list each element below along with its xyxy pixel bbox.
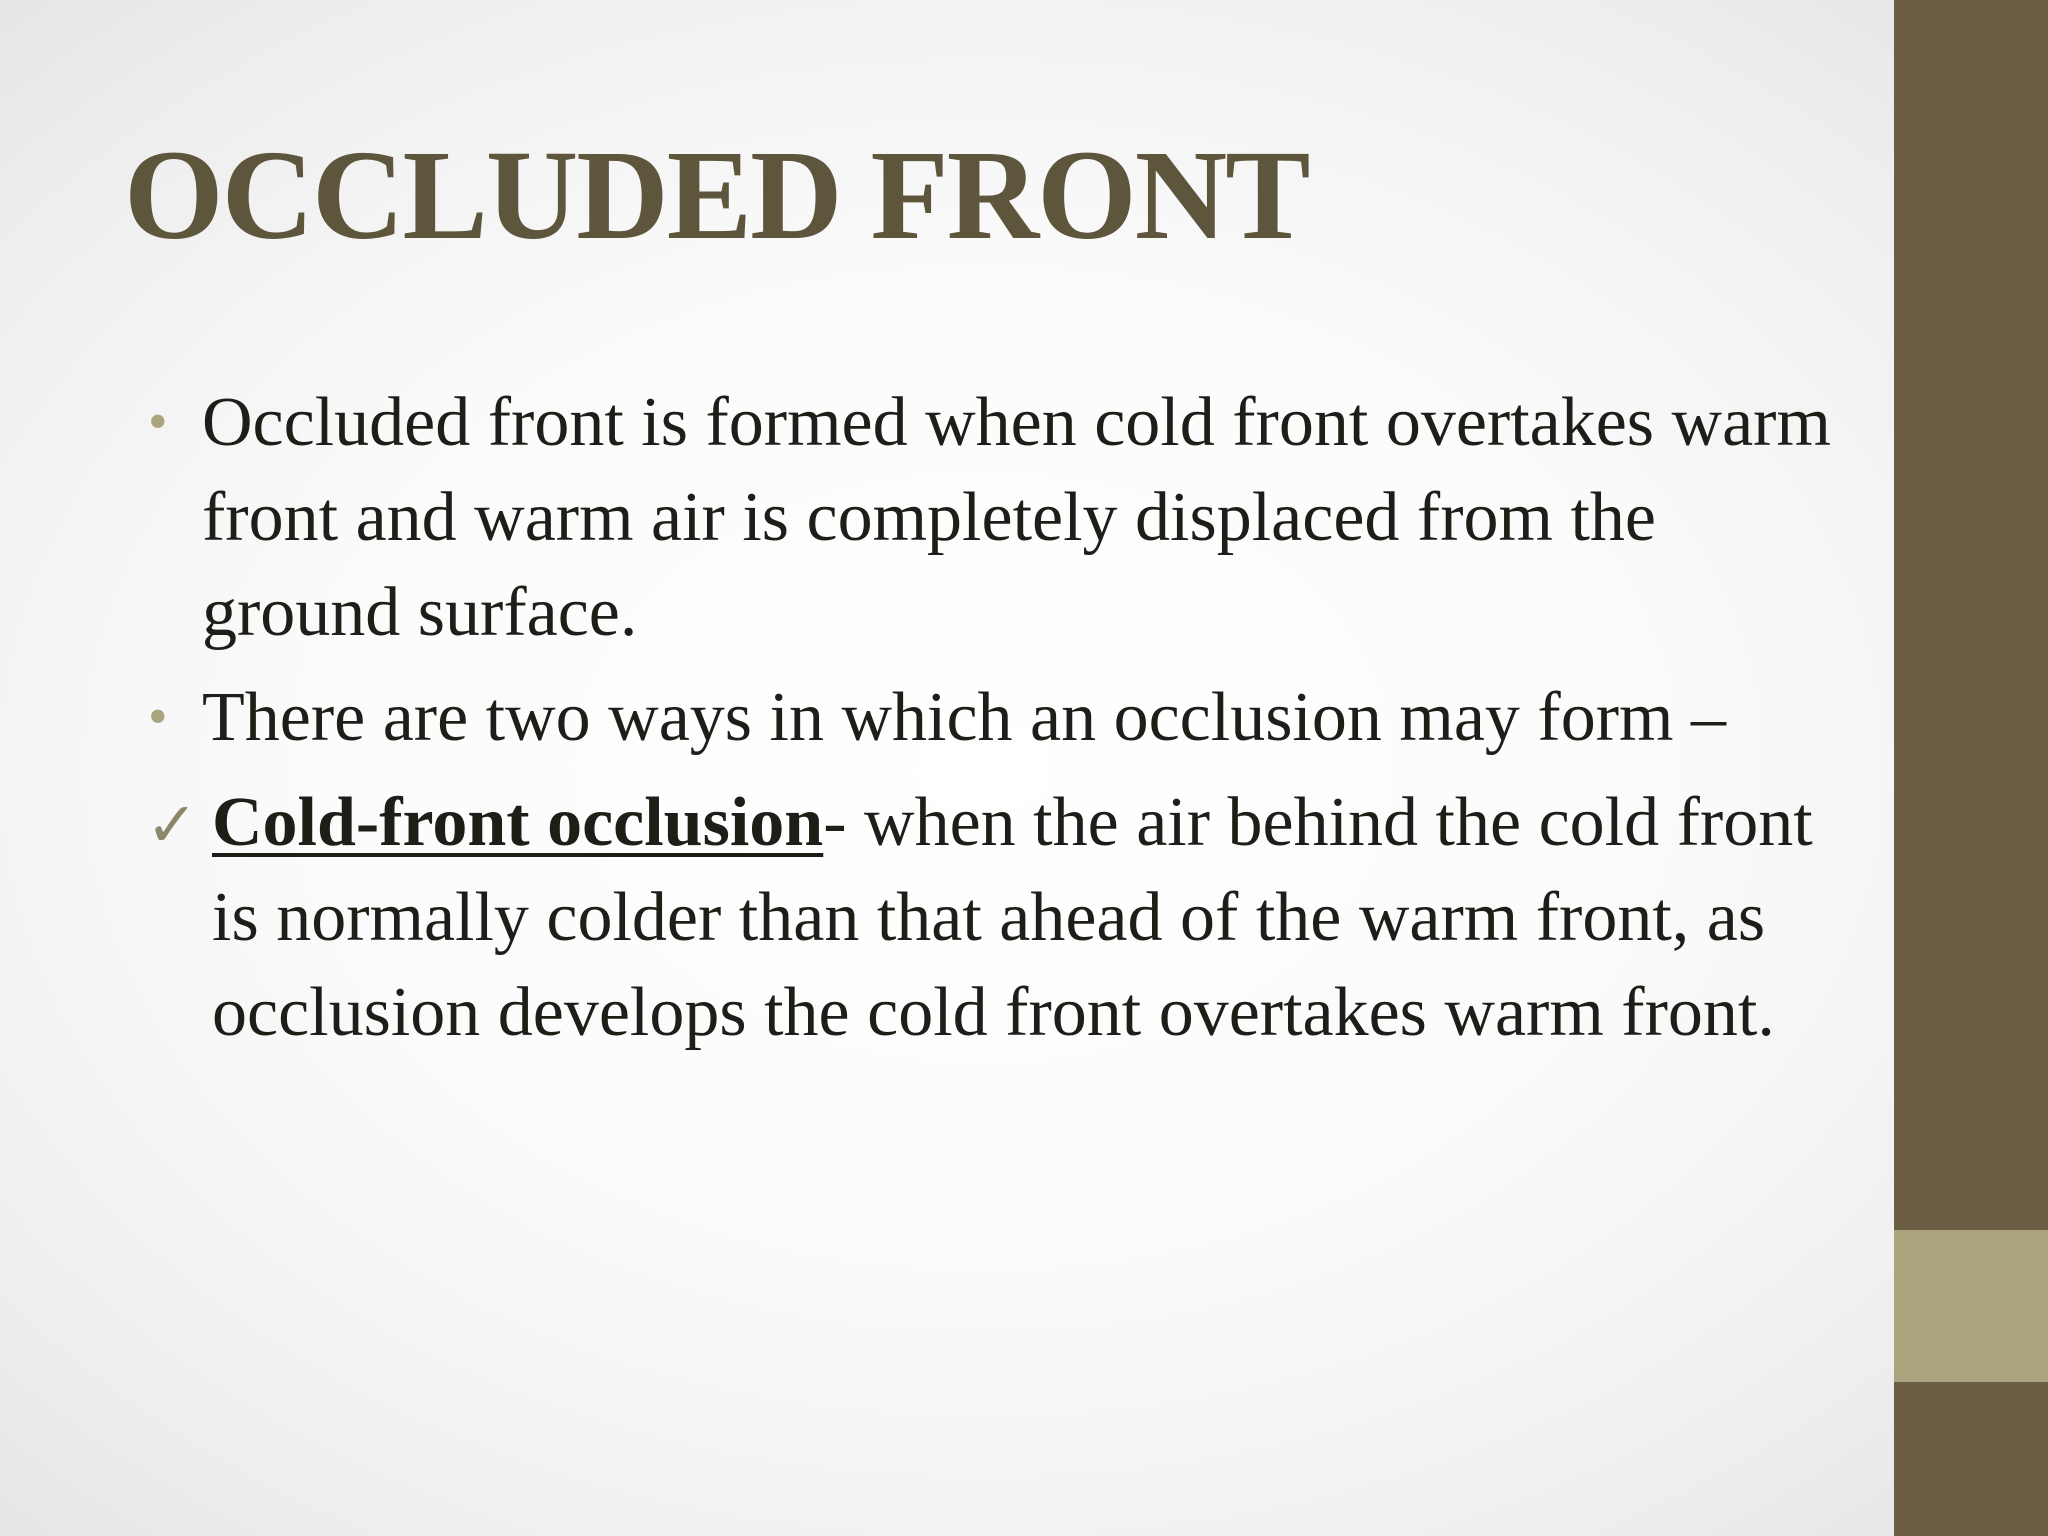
check-item — [148, 775, 1868, 1060]
check-item-term: Cold-front occlusion — [212, 784, 824, 861]
bullet-item-1 — [148, 375, 1868, 660]
checkmark-icon: ✓ — [146, 788, 198, 861]
slide-body — [148, 375, 1868, 1070]
check-item-text: - when the air behind the cold front is normally colder than that ahead of the warm front, as occlusion develops the cold front overtakes warm front. — [212, 784, 1813, 1051]
bullet-text-1: Occluded front is formed when cold front overtakes warm front and warm air is completely displaced from the ground surface. — [202, 384, 1831, 651]
side-bar-accent — [1894, 1230, 2048, 1382]
bullet-dot-icon: • — [148, 686, 168, 748]
bullet-text-2: There are two ways in which an occlusion may form – — [202, 679, 1726, 756]
bullet-item-2 — [148, 670, 1868, 765]
bullet-dot-icon: • — [148, 391, 168, 453]
slide-title: OCCLUDED FRONT — [124, 124, 1309, 266]
